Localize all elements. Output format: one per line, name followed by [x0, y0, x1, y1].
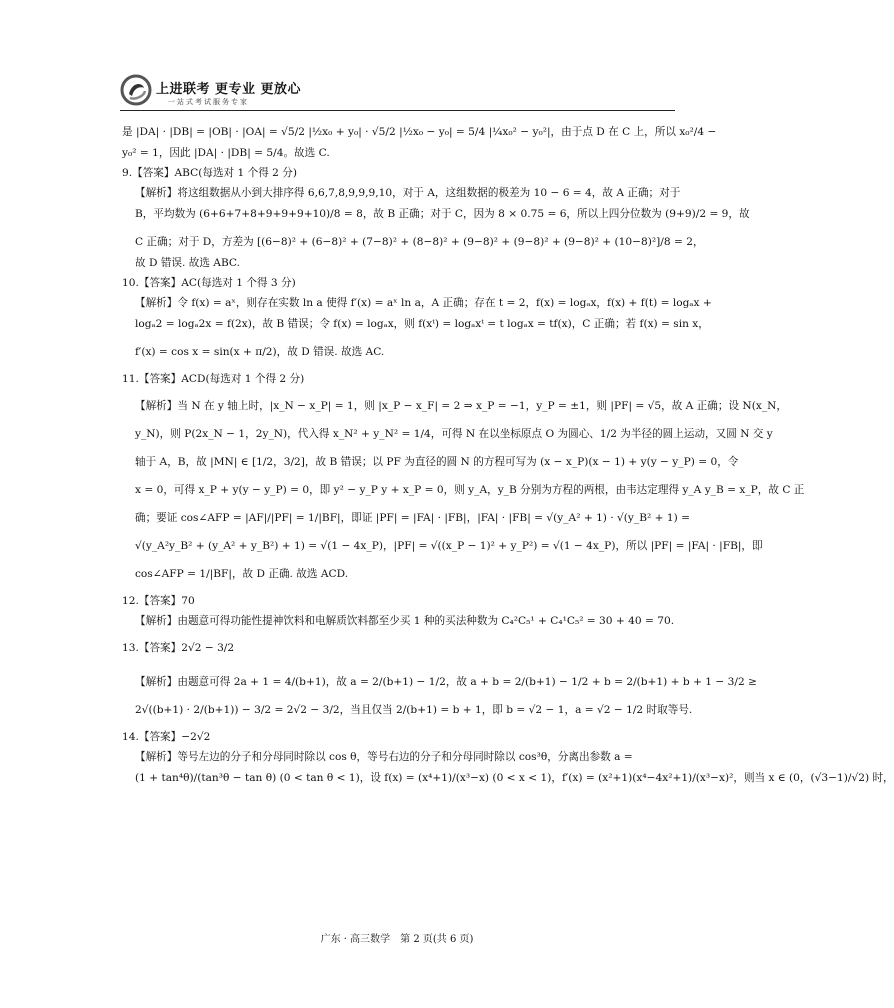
- text-line: 2√((b+1) · 2/(b+1)) − 3/2 = 2√2 − 3/2，当且仅当 2/(b+1) = b + 1，即 b = √2 − 1，a = √2 − 1/2 时取等号.: [135, 704, 693, 716]
- answer-content: [122, 118, 894, 792]
- text-line: B，平均数为 (6+6+7+8+9+9+9+10)/8 = 8，故 B 正确；对于 C，因为 8 × 0.75 = 6，所以上四分位数为 (9+9)/2 = 9，故: [135, 208, 750, 220]
- text-line: 【解析】等号左边的分子和分母同时除以 cos θ，等号右边的分子和分母同时除以 cos³θ，分离出参数 a =: [135, 751, 633, 763]
- answer-heading-9: 9.【答案】ABC(每选对 1 个得 2 分): [122, 167, 297, 179]
- answer-heading-10: 10.【答案】AC(每选对 1 个得 3 分): [122, 277, 296, 289]
- logo-icon: [120, 74, 152, 106]
- text-line: 【解析】由题意可得 2a + 1 = 4/(b+1)，故 a = 2/(b+1) − 1/2，故 a + b = 2/(b+1) − 1/2 + b = 2/(b+1) + b + 1 − 3/2 ≥: [135, 676, 757, 688]
- page-footer: 广东 · 高三数学 第 2 页(共 6 页): [320, 934, 474, 945]
- text-line: 【解析】令 f(x) = aˣ，则存在实数 ln a 使得 f′(x) = aˣ ln a，A 正确；存在 t = 2，f(x) = logₐx，f(x) + f(t) = logₐx +: [135, 297, 712, 309]
- brand-sub-slogan: 一站式考试服务专家: [168, 98, 249, 106]
- header-rule: [120, 110, 675, 111]
- text-line: C 正确；对于 D，方差为 [(6−8)² + (6−8)² + (7−8)² + (8−8)² + (9−8)² + (9−8)² + (9−8)² + (10−8)²]/8 = 2，: [135, 236, 704, 248]
- brand-slogan: 上进联考 更专业 更放心: [156, 82, 302, 97]
- answer-heading-13: 13.【答案】2√2 − 3/2: [122, 642, 235, 654]
- text-line: f′(x) = cos x = sin(x + π/2)，故 D 错误. 故选 AC.: [135, 346, 385, 358]
- text-line: 故 D 错误. 故选 ABC.: [135, 257, 241, 269]
- text-line: (1 + tan⁴θ)/(tan³θ − tan θ) (0 < tan θ < 1)，设 f(x) = (x⁴+1)/(x³−x) (0 < x < 1)，f′(x) = (x²+1)(x⁴−4x²+1)/(x³−x)²，则当 x ∈ (0，(√3−1)/√2) 时，: [135, 772, 894, 784]
- answer-heading-12: 12.【答案】70: [122, 595, 195, 607]
- header: [120, 72, 680, 112]
- text-line: √(y_A²y_B² + (y_A² + y_B²) + 1) = √(1 − 4x_P)，|PF| = √((x_P − 1)² + y_P²) = √(1 − 4x_P)，所以 |PF| = |FA| · |FB|，即: [135, 540, 763, 552]
- text-line: y₀² = 1，因此 |DA| · |DB| = 5/4。故选 C.: [122, 147, 330, 159]
- text-line: 确；要证 cos∠AFP = |AF|/|PF| = 1/|BF|，即证 |PF| = |FA| · |FB|，|FA| · |FB| = √(y_A² + 1) · √(y_B² + 1) =: [135, 512, 690, 524]
- answer-heading-14: 14.【答案】−2√2: [122, 731, 211, 743]
- text-line: x = 0，可得 x_P + y(y − y_P) = 0，即 y² − y_P y + x_P = 0，则 y_A，y_B 分别为方程的两根，由韦达定理得 y_A y_B = x_P，故 C 正: [135, 484, 805, 496]
- text-line: 【解析】当 N 在 y 轴上时，|x_N − x_P| = 1，则 |x_P − x_F| = 2 ⇒ x_P = −1，y_P = ±1，则 |PF| = √5，故 A 正确；设 N(x_N，: [135, 400, 787, 412]
- text-line: 是 |DA| · |DB| = |OB| · |OA| = √5/2 |½x₀ + y₀| · √5/2 |½x₀ − y₀| = 5/4 |¼x₀² − y₀²|，由于点 D 在 C 上，所以 x₀²/4 −: [122, 126, 717, 138]
- text-line: logₐ2 = logₐ2x = f(2x)，故 B 错误；令 f(x) = logₐx，则 f(xᵗ) = logₐxᵗ = t logₐx = tf(x)，C 正确；若 f(x) = sin x，: [135, 318, 709, 330]
- text-line: 【解析】将这组数据从小到大排序得 6,6,7,8,9,9,9,10，对于 A，这组数据的极差为 10 − 6 = 4，故 A 正确；对于: [135, 187, 681, 199]
- answer-heading-11: 11.【答案】ACD(每选对 1 个得 2 分): [122, 373, 305, 385]
- text-line: 轴于 A，B，故 |MN| ∈ [1/2，3/2]，故 B 错误；以 PF 为直径的圆 N 的方程可写为 (x − x_P)(x − 1) + y(y − y_P) = 0，令: [135, 456, 739, 468]
- text-line: cos∠AFP = 1/|BF|，故 D 正确. 故选 ACD.: [135, 568, 349, 580]
- text-line: y_N)，则 P(2x_N − 1，2y_N)，代入得 x_N² + y_N² = 1/4，可得 N 在以坐标原点 O 为圆心、1/2 为半径的圆上运动，又圆 N 交 y: [135, 428, 773, 440]
- text-line: 【解析】由题意可得功能性提神饮料和电解质饮料都至少买 1 种的买法种数为 C₄²C₅¹ + C₄¹C₅² = 30 + 40 = 70.: [135, 615, 675, 627]
